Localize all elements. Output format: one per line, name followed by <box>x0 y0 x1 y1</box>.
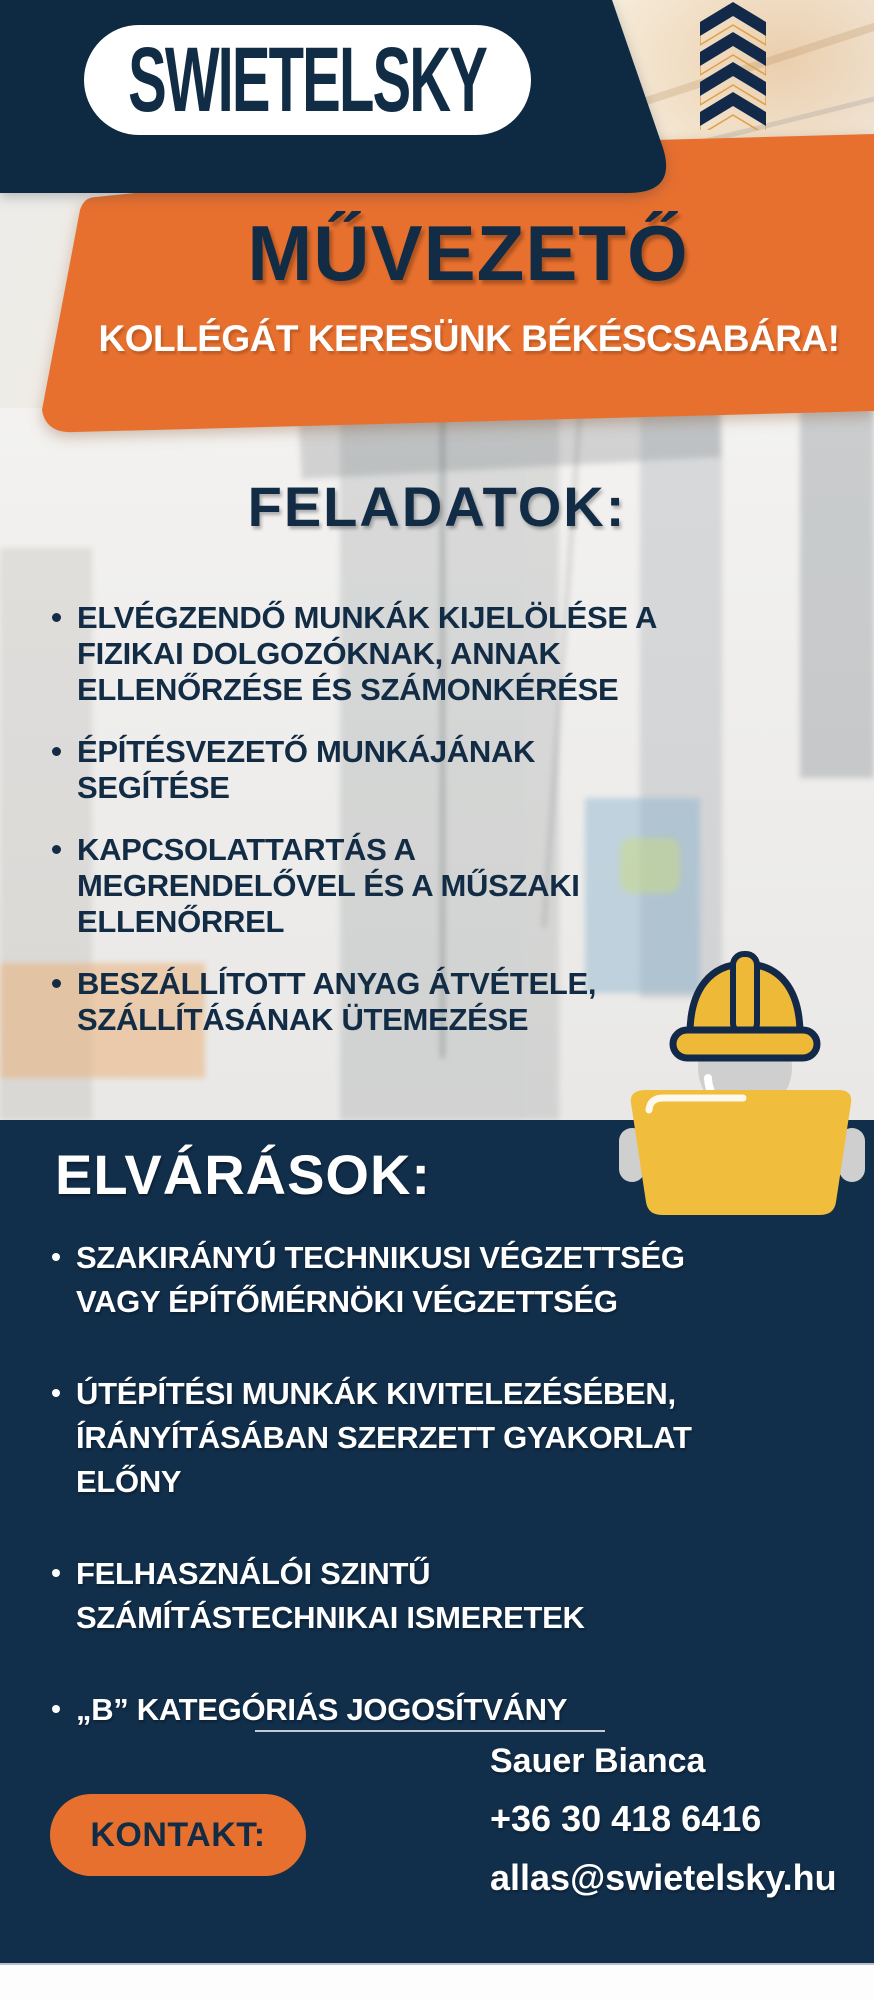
kontakt-button[interactable] <box>50 1794 306 1876</box>
bullet-dot <box>52 845 61 854</box>
tasks-heading: FELADATOK: <box>247 475 627 538</box>
bullet-dot <box>52 1705 60 1713</box>
bullet-dot <box>52 1389 60 1397</box>
bullet-dot <box>52 979 61 988</box>
job-title: MŰVEZETŐ <box>247 209 689 297</box>
list-item <box>52 832 692 940</box>
company-logo <box>84 25 531 135</box>
requirements-section <box>0 1120 874 1963</box>
requirement-text: „B” KATEGÓRIÁS JOGOSÍTVÁNY <box>76 1692 568 1727</box>
job-subtitle: KOLLÉGÁT KERESÜNK BÉKÉSCSABÁRA! <box>98 318 840 359</box>
list-item <box>52 966 692 1038</box>
list-item <box>52 600 692 708</box>
task-text: BESZÁLLÍTOTT ANYAG ÁTVÉTELE, SZÁLLÍTÁSÁNAK ÜTEMEZÉSE <box>77 966 597 1037</box>
divider-line <box>255 1730 605 1732</box>
requirement-text: SZAKIRÁNYÚ TECHNIKUSI VÉGZETTSÉG VAGY ÉPÍTŐMÉRNÖKI VÉGZETTSÉG <box>76 1240 685 1319</box>
bullet-dot <box>52 747 61 756</box>
bottom-strip <box>0 1963 874 2000</box>
requirement-text: FELHASZNÁLÓI SZINTŰ SZÁMÍTÁSTECHNIKAI ISMERETEK <box>76 1556 585 1635</box>
list-item <box>52 1688 712 1732</box>
photo-column-right <box>800 408 874 778</box>
bullet-dot <box>52 1253 60 1261</box>
worker-hardhat-laptop-icon <box>615 950 865 1220</box>
list-item <box>52 1236 712 1324</box>
chevrons-up-icon <box>700 2 766 130</box>
bullet-dot <box>52 613 61 622</box>
requirement-text: ÚTÉPÍTÉSI MUNKÁK KIVITELEZÉSÉBEN, ÍRÁNYÍTÁSÁBAN SZERZETT GYAKORLAT ELŐNY <box>76 1376 692 1499</box>
task-text: KAPCSOLATTARTÁS A MEGRENDELŐVEL ÉS A MŰSZAKI ELLENŐRREL <box>77 832 580 939</box>
contact-name: Sauer Bianca <box>490 1742 706 1780</box>
list-item <box>52 734 692 806</box>
contact-block <box>490 1742 837 1899</box>
list-item <box>52 1552 712 1640</box>
kontakt-button-label: KONTAKT: <box>90 1815 266 1854</box>
requirements-list <box>52 1236 712 1780</box>
requirements-heading: ELVÁRÁSOK: <box>55 1143 432 1206</box>
bullet-dot <box>52 1569 60 1577</box>
contact-email[interactable]: allas@swietelsky.hu <box>490 1857 837 1898</box>
contact-phone[interactable]: +36 30 418 6416 <box>490 1798 762 1839</box>
company-logo-text: SWIETELSKY <box>128 28 487 131</box>
list-item <box>52 1372 712 1504</box>
tasks-list <box>52 600 692 1064</box>
task-text: ÉPÍTÉSVEZETŐ MUNKÁJÁNAK SEGÍTÉSE <box>77 734 536 805</box>
task-text: ELVÉGZENDŐ MUNKÁK KIJELÖLÉSE A FIZIKAI DOLGOZÓKNAK, ANNAK ELLENŐRZÉSE ÉS SZÁMONKÉRÉSE <box>77 600 656 707</box>
